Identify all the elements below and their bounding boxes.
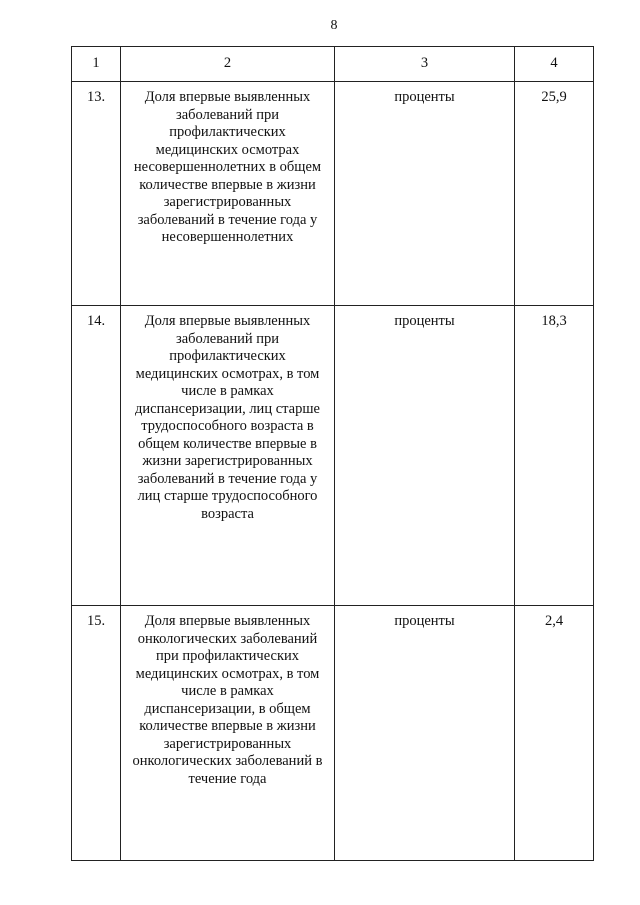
row-number: 15. [72, 606, 121, 861]
column-header: 4 [515, 47, 594, 82]
indicator-value: 18,3 [515, 306, 594, 606]
column-header: 1 [72, 47, 121, 82]
row-number: 14. [72, 306, 121, 606]
table-row [72, 82, 594, 306]
table-row [72, 606, 594, 861]
indicator-value: 2,4 [515, 606, 594, 861]
indicator-description: Доля впервые выявленных заболеваний при профилактических медицинских осмотрах, в том числе в рамках диспансеризации, лиц старше трудоспособного возраста в общем количестве впервые в жизни зарегистрированных заболеваний в течение года у лиц старше трудоспособного возраста [121, 306, 335, 606]
table-header-row [72, 47, 594, 82]
indicator-value: 25,9 [515, 82, 594, 306]
unit-of-measure: проценты [335, 82, 515, 306]
indicator-description: Доля впервые выявленных онкологических заболеваний при профилактических медицинских осмотрах, в том числе в рамках диспансеризации, в общем количестве впервые в жизни зарегистрированных онкологических заболеваний в течение года [121, 606, 335, 861]
table-row [72, 306, 594, 606]
row-number: 13. [72, 82, 121, 306]
indicator-description: Доля впервые выявленных заболеваний при профилактических медицинских осмотрах несовершеннолетних в общем количестве впервые в жизни зарегистрированных заболеваний в течение года у несовершеннолетних [121, 82, 335, 306]
page-number: 8 [330, 18, 338, 33]
unit-of-measure: проценты [335, 306, 515, 606]
unit-of-measure: проценты [335, 606, 515, 861]
indicators-table [71, 46, 594, 861]
column-header: 3 [335, 47, 515, 82]
column-header: 2 [121, 47, 335, 82]
